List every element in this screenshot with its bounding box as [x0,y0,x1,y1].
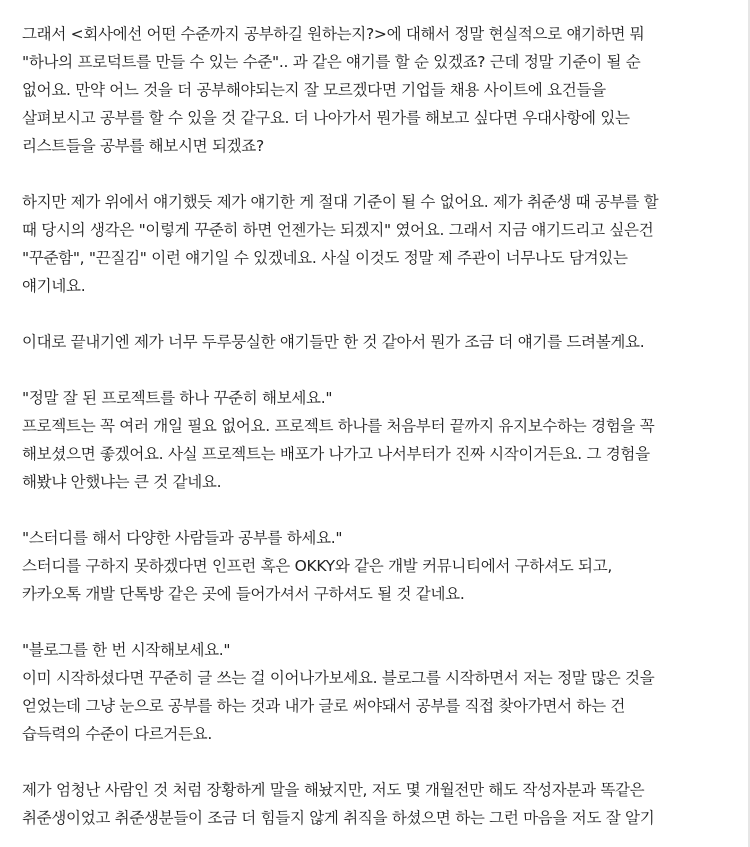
article-paragraph [22,20,726,160]
paragraph-line: 얻었는데 그냥 눈으로 공부를 하는 것과 내가 글로 써야돼서 공부를 직접 찾아가면서 하는 건 [22,697,626,715]
article-paragraph [22,328,726,356]
paragraph-line: 카카오톡 개발 단톡방 같은 곳에 들어가셔서 구하셔도 될 것 같네요. [22,585,465,603]
paragraph-line: "정말 잘 된 프로젝트를 하나 꾸준히 해보세요." [22,389,333,407]
article-paragraph [22,188,726,300]
article-paragraph [22,776,726,832]
paragraph-line: 하지만 제가 위에서 얘기했듯 제가 얘기한 게 절대 기준이 될 수 없어요. 제가 취준생 때 공부를 할 [22,193,659,211]
paragraph-line: "스터디를 해서 다양한 사람들과 공부를 하세요." [22,529,343,547]
paragraph-line: 얘기네요. [22,277,86,295]
paragraph-line: "블로그를 한 번 시작해보세요." [22,641,231,659]
article-paragraph [22,384,726,496]
paragraph-line: 리스트들을 공부를 해보시면 되겠죠? [22,137,264,155]
paragraph-line: 살펴보시고 공부를 할 수 있을 것 같구요. 더 나아가서 뭔가를 해보고 싶다면 우대사항에 있는 [22,109,630,127]
paragraph-line: 제가 엄청난 사람인 것 처럼 장황하게 말을 해놨지만, 저도 몇 개월전만 해도 작성자분과 똑같은 [22,781,645,799]
article-body [22,20,726,832]
paragraph-line: 취준생이었고 취준생분들이 조금 더 힘들지 않게 취직을 하셨으면 하는 그런 마음을 저도 잘 알기 [22,809,655,827]
paragraph-line: 프로젝트는 꼭 여러 개일 필요 없어요. 프로젝트 하나를 처음부터 끝까지 유지보수하는 경험을 꼭 [22,417,655,435]
paragraph-line: 없어요. 만약 어느 것을 더 공부해야되는지 잘 모르겠다면 기업들 채용 사이트에 요건들을 [22,81,606,99]
paragraph-line: 습득력의 수준이 다르거든요. [22,725,212,743]
article-paragraph [22,524,726,608]
paragraph-line: "하나의 프로덕트를 만들 수 있는 수준".. 과 같은 얘기를 할 순 있겠죠? 근데 정말 기준이 될 순 [22,53,641,71]
paragraph-line: 해봤냐 안했냐는 큰 것 같네요. [22,473,222,491]
paragraph-line: 해보셨으면 좋겠어요. 사실 프로젝트는 배포가 나가고 나서부터가 진짜 시작이거든요. 그 경험을 [22,445,650,463]
paragraph-line: 스터디를 구하지 못하겠다면 인프런 혹은 OKKY와 같은 개발 커뮤니티에서 구하셔도 되고, [22,557,613,575]
paragraph-line: 그래서 <회사에선 어떤 수준까지 공부하길 원하는지?>에 대해서 정말 현실적으로 얘기하면 뭐 [22,25,645,43]
paragraph-line: 이대로 끝내기엔 제가 너무 두루뭉실한 얘기들만 한 것 같아서 뭔가 조금 더 얘기를 드려볼게요. [22,333,645,351]
paragraph-line: 이미 시작하셨다면 꾸준히 글 쓰는 걸 이어나가보세요. 블로그를 시작하면서 저는 정말 많은 것을 [22,669,655,687]
paragraph-line: "꾸준함", "끈질김" 이런 얘기일 수 있겠네요. 사실 이것도 정말 제 주관이 너무나도 담겨있는 [22,249,628,267]
article-paragraph [22,636,726,748]
paragraph-line: 때 당시의 생각은 "이렇게 꾸준히 하면 언젠가는 되겠지" 였어요. 그래서 지금 얘기드리고 싶은건 [22,221,654,239]
